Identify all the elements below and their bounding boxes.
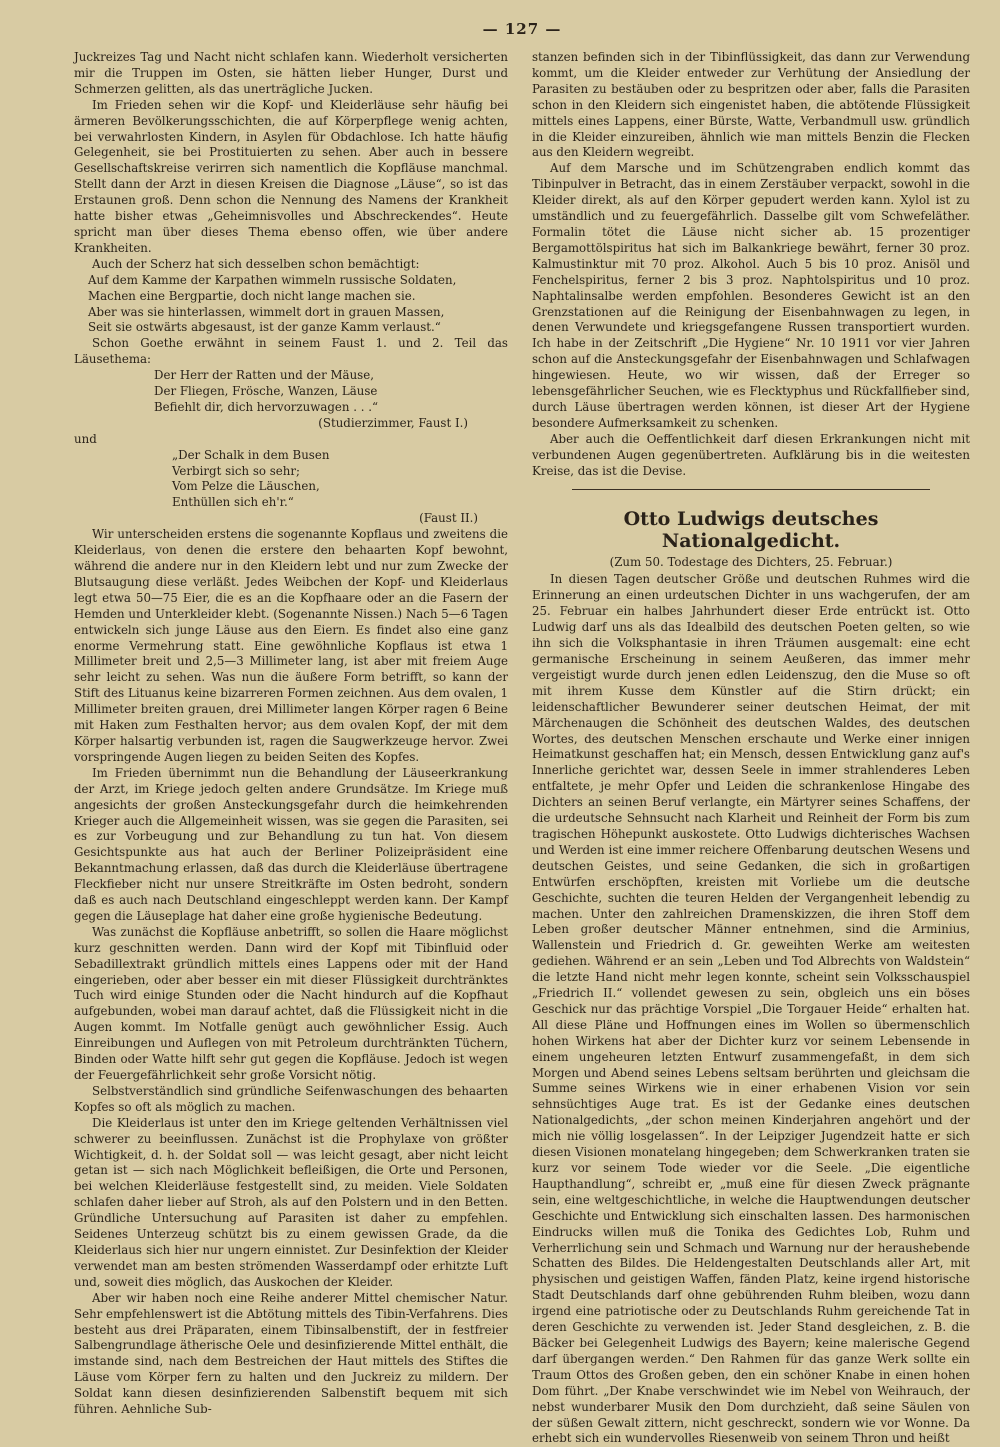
- verse-block: „Der Schalk in dem Busen Verbirgt sich so sehr; Vom Pelze die Läuschen, Enthüllen sich eh'r.“: [172, 447, 330, 510]
- paragraph: Aber wir haben noch eine Reihe anderer Mittel chemischer Natur. Sehr empfehlenswert ist die Abtötung mittels des Tibin-Verfahrens. Dies besteht aus drei Präparaten, einem Tibinsalbenstift, der in festfreier Salbengrundlage ätherische Oele und desinfizierende Mittel enthält, die imstande sind, nach dem Bestreichen der Haut mittels des Stiftes die Läuse vom Körper fern zu halten und den Juckreiz zu mildern. Der Soldat kann diesen desinfizierenden Salbenstift bequem mit sich führen. Aehnliche Sub-: [74, 1290, 508, 1417]
- paragraph: Was zunächst die Kopfläuse anbetrifft, so sollen die Haare möglichst kurz geschnitten werden. Dann wird der Kopf mit Tibinfluid oder Sebadillextrakt gründlich mittels eines Lappens oder mit der Hand eingerieben, oder aber besser ein mit dieser Flüssigkeit durchtränktes Tuch wird einige Stunden oder die Nacht hindurch auf die Kopfhaut aufgebunden, wobei man darauf achtet, daß die Flüssigkeit nicht in die Augen kommt. Im Notfalle genügt auch gewöhnlicher Essig. Auch Einreibungen und Auflegen von mit Petroleum durchtränkten Tüchern, Binden oder Watte hilft sehr gut gegen die Kopfläuse. Jedoch ist wegen der Feuergefährlichkeit sehr große Vorsicht nötig.: [74, 924, 508, 1082]
- paragraph: Die Kleiderlaus ist unter den im Kriege geltenden Verhältnissen viel schwerer zu beeinflussen. Zunächst ist die Prophylaxe von größter Wichtigkeit, d. h. der Soldat soll — was leicht gesagt, aber nicht leicht getan ist — sich nach Möglichkeit befleißigen, die Orte und Personen, bei welchen Kleiderläuse festgestellt sind, zu meiden. Viele Soldaten schlafen daher lieber auf Stroh, als auf den Polstern und in den Betten. Gründliche Untersuchung auf Parasiten ist daher zu empfehlen. Seidenes Unterzeug schützt bis zu einem gewissen Grade, da die Kleiderlaus sich hier nur ungern einnistet. Zur Desinfektion der Kleider verwendet man am besten strömenden Wasserdampf oder erhitzte Luft und, soweit dies möglich, das Auskochen der Kleider.: [74, 1115, 508, 1289]
- paragraph: Selbstverständlich sind gründliche Seifenwaschungen des behaarten Kopfes so oft als möglich zu machen.: [74, 1083, 508, 1114]
- paragraph: stanzen befinden sich in der Tibinflüssigkeit, das dann zur Verwendung kommt, um die Kleider entweder zur Verhütung der Ansiedlung der Parasiten zu bestäuben oder zu bespritzen oder aber, falls die Parasiten schon in den Kleidern sich eingenistet haben, die abtötende Flüssigkeit mittels eines Lappens, einer Bürste, Watte, Verbandmull usw. gründlich in die Kleider einzureiben, ähnlich wie man mittels Benzin die Flecken aus den Kleidern wegreibt.: [532, 50, 970, 160]
- verse-block: Der Herr der Ratten und der Mäuse, Der Fliegen, Frösche, Wanzen, Läuse Befiehlt dir, dich hervorzuwagen . . .“: [154, 368, 379, 414]
- paragraph: Im Frieden sehen wir die Kopf- und Kleiderläuse sehr häufig bei ärmeren Bevölkerungsschichten, die auf Körperpflege wenig achten, bei verwahrlosten Kindern, in Asylen für Obdachlose. Ich hatte häufig Gelegenheit, sie bei Prostituierten zu sehen. Aber auch in bessere Gesellschaftskreise verirren sich namentlich die Kopfläuse manchmal. Stellt dann der Arzt in diesen Kreisen die Diagnose „Läuse“, so ist das Erstaunen groß. Denn schon die Nennung des Namens der Krankheit hatte bisher etwas „Geheimnisvolles und Abschreckendes“. Heute spricht man über dieses Thema ebenso offen, wie über andere Krankheiten.: [74, 97, 508, 255]
- paragraph: Auf dem Marsche und im Schützengraben endlich kommt das Tibinpulver in Betracht, das in einem Zerstäuber verpackt, sowohl in die Kleider direkt, als auf den Körper gepudert werden kann. Xylol ist zu umständlich und zu feuergefährlich. Dasselbe gilt vom Schwefeläther. Formalin tötet die Läuse nicht sicher ab. 15 prozentiger Bergamottölspiritus hat sich im Balkankriege bewährt, ferner 30 proz. Kalmustinktur mit 70 proz. Alkohol. Auch 5 bis 10 proz. Anisöl und Fenchelspiritus, ferner 2 bis 3 proz. Naphtolspiritus und 10 proz. Naphtalinsalbe werden empfohlen. Besonderes Gewicht ist an den Grenzstationen auf die Reinigung der Eisenbahnwagen zu legen, in denen Verwundete und kriegsgefangene Russen transportiert wurden. Ich habe in der Zeitschrift „Die Hygiene“ Nr. 10 1911 vor vier Jahren schon auf die Ansteckungsgefahr der Eisenbahnwagen und Schlafwagen hingewiesen. Heute, wo wir wissen, daß der Erreger so lebensgefährlicher Seuchen, wie es Flecktyphus und Rückfallfieber sind, durch Läuse übertragen werden können, ist dieser Art der Hygiene besondere Aufmerksamkeit zu schenken.: [532, 161, 970, 430]
- paragraph: Schon Goethe erwähnt in seinem Faust 1. und 2. Teil das Läusethema:: [74, 336, 508, 367]
- paragraph: Auch der Scherz hat sich desselben schon bemächtigt:: [92, 256, 420, 271]
- section-divider: [572, 489, 930, 490]
- paragraph: In diesen Tagen deutscher Größe und deutschen Ruhmes wird die Erinnerung an einen urdeutschen Dichter in uns wachgerufen, der am 25. Februar ein halbes Jahrhundert dieser Erde entrückt ist. Otto Ludwig darf uns als das Idealbild des deutschen Poeten gelten, so wie ihn sich die Volksphantasie in ihren Träumen ausgemalt: eine echt germanische Erscheinung in seinem Aeußeren, das immer mehr vergeistigt wurde durch jenen edlen Leidenszug, den die Muse so oft mit ihrem Kusse dem Künstler auf die Stirn drückt; ein leidenschaftlicher Bewunderer seiner deutschen Heimat, der mit Märchenaugen die Schönheit des deutschen Waldes, des deutschen Wortes, des deutschen Menschen erschaute und Werke einer innigen Heimatkunst geschaffen hat; ein Mensch, dessen Entwicklung ganz auf's Innerliche gerichtet war, dessen Seele in immer strahlenderes Leben entfaltete, je mehr Opfer und Leiden die schrankenlose Hingabe des Dichters an seinen Beruf verlangte, ein Märtyrer seines Schaffens, der die urdeutsche Sehnsucht nach Klarheit und Reinheit der Form bis zum tragischen Höhepunkt auskostete. Otto Ludwigs dichterisches Wachsen und Werden ist eine immer reichere Offenbarung deutschen Wesens und deutschen Geistes, und seine Gedanken, die sich in großartigen Entwürfen erschöpften, kreisten mit Vorliebe um die deutsche Geschichte, suchten die teuren Helden der Vergangenheit lebendig zu machen. Unter den zahlreichen Dramenskizzen, die ihren Stoff dem Leben großer deutscher Männer entnehmen, sind die Arminius, Wallenstein und Friedrich d. Gr. geweihten Werke am weitesten gediehen. Während er an sein „Leben und Tod Albrechts von Waldstein“ die letzte Hand nicht mehr legen konnte, scheint sein Volksschauspiel „Friedrich II.“ vollendet gewesen zu sein, obgleich uns ein böses Geschick nur das prächtige Vorspiel „Die Torgauer Heide“ erhalten hat. All diese Pläne und Hoffnungen eines im Wollen so übermenschlich hohen Wirkens hat aber der Dichter kurz vor seinem Lebensende in einem ungeheuren letzten Entwurf zusammengefaßt, in dem sich Morgen und Abend seines Lebens seltsam berührten und gleichsam die Summe seines Wirkens wie in einer erhabenen Vision vor sein sehnsüchtiges Auge trat. Es ist der Gedanke eines deutschen Nationalgedichts, „der schon meinen Kinderjahren angehört und der mich nie völlig losgelassen“. In der Leipziger Jugendzeit hatte er sich diesen Visionen monatelang hingegeben; dem Schwerkranken traten sie kurz vor seinem Tode wieder vor die Seele. „Die eigentliche Haupthandlung“, schreibt er, „muß eine für diesen Zweck prägnante sein, eine weltgeschichtliche, in welche die Hauptwendungen deutscher Geschichte und Entwicklung sich einschalten lassen. Des harmonischen Eindrucks willen muß die Tonika des Gedichtes Lob, Ruhm und Verherrlichung sein und Schmach und Warnung nur der heraushebende Schatten des Bildes. Die Heldengestalten Deutschlands aller Art, mit physischen und geistigen Waffen, fänden Platz, keine irgend historische Stadt Deutschlands darf ohne gebührenden Ruhm bleiben, wozu dann irgend eine patriotische oder zu Deutschlands Ruhm gereichende Tat in deren Geschichte zu verwenden ist. Jeder Stand desgleichen, z. B. die Bäcker bei Gelegenheit Ludwigs des Bayern; keine malerische Gegend darf übergangen werden.“ Den Rahmen für das ganze Werk sollte ein Traum Ottos des Großen geben, den ein schöner Knabe in einen hohen Dom führt. „Der Knabe verschwindet wie im Nebel von Weihrauch, der nebst wunderbarer Musik den Dom durchzieht, daß seine Säulen von der süßen Gewalt zittern, nicht geschreckt, sondern wie vor Wonne. Da erhebt sich ein wundervolles Riesenweib von seinem Thron und heißt: [532, 572, 970, 1446]
- paragraph: Im Frieden übernimmt nun die Behandlung der Läuseerkrankung der Arzt, im Kriege jedoch gelten andere Grundsätze. Im Kriege muß angesichts der großen Ansteckungsgefahr durch die heimkehrenden Krieger auch die Allgemeinheit wissen, was sie gegen die Parasiten, sei es zur Vorbeugung und zur Behandlung zu tun hat. Von diesem Gesichtspunkte aus hat auch der Berliner Polizeipräsident eine Bekanntmachung erlassen, daß das durch die Kleiderläuse übertragene Fleckfieber nicht nur unsere Streitkräfte im Osten bedroht, sondern daß es auch nach Deutschland eingeschleppt werden kann. Der Kampf gegen die Läuseplage hat daher eine große hygienische Bedeutung.: [74, 765, 508, 923]
- right-column: [532, 50, 970, 1446]
- page-number: — 127 —: [482, 20, 562, 38]
- verse-source: (Faust II.): [419, 511, 478, 526]
- conjunction: und: [74, 431, 97, 446]
- paragraph: Aber auch die Oeffentlichkeit darf diesen Erkrankungen nicht mit verbundenen Augen gegenübertreten. Aufklärung bis in die weitesten Kreise, das ist die Devise.: [532, 431, 970, 478]
- paragraph: Juckreizes Tag und Nacht nicht schlafen kann. Wiederholt versicherten mir die Truppen im Osten, sie hätten lieber Hunger, Durst und Schmerzen gelitten, als das unerträgliche Jucken.: [74, 50, 508, 96]
- article-title: Otto Ludwigs deutsches Nationalgedicht.: [623, 508, 879, 553]
- columns: [74, 50, 970, 1446]
- verse-block: Auf dem Kamme der Karpathen wimmeln russische Soldaten, Machen eine Bergpartie, doch nicht lange machen sie. Aber was sie hinterlassen, wimmelt dort in grauen Massen, Seit sie ostwärts abgesaust, ist der ganze Kamm verlaust.“: [88, 272, 457, 335]
- paragraph: Wir unterscheiden erstens die sogenannte Kopflaus und zweitens die Kleiderlaus, von denen die erstere den behaarten Kopf bewohnt, während die andere nur in den Kleidern lebt und nur zum Zwecke der Blutsaugung diese verläßt. Jedes Weibchen der Kopf- und Kleiderlaus legt etwa 50—75 Eier, die es an die Kopfhaare oder an die Fasern der Hemden und Unterkleider klebt. (Sogenannte Nissen.) Nach 5—6 Tagen entwickeln sich junge Läuse aus den Eiern. Es findet also eine ganz enorme Vermehrung statt. Eine gewöhnliche Kopflaus ist etwa 1 Millimeter breit und 2,5—3 Millimeter lang, ist aber mit freiem Auge sehr leicht zu sehen. Was nun die äußere Form betrifft, so kann der Stift des Lituanus keine bizarreren Formen zeichnen. Aus dem ovalen, 1 Millimeter breiten grauen, drei Millimeter langen Körper ragen 6 Beine mit Haken zum Festhalten hervor; aus dem ovalen Kopf, der mit dem Körper halsartig verbunden ist, ragen die Saugwerkzeuge hervor. Zwei vorspringende Augen liegen zu beiden Seiten des Kopfes.: [74, 527, 508, 764]
- article-subtitle: (Zum 50. Todestage des Dichters, 25. Februar.): [609, 555, 893, 570]
- verse-source: (Studierzimmer, Faust I.): [318, 415, 468, 430]
- left-column: [74, 50, 508, 1417]
